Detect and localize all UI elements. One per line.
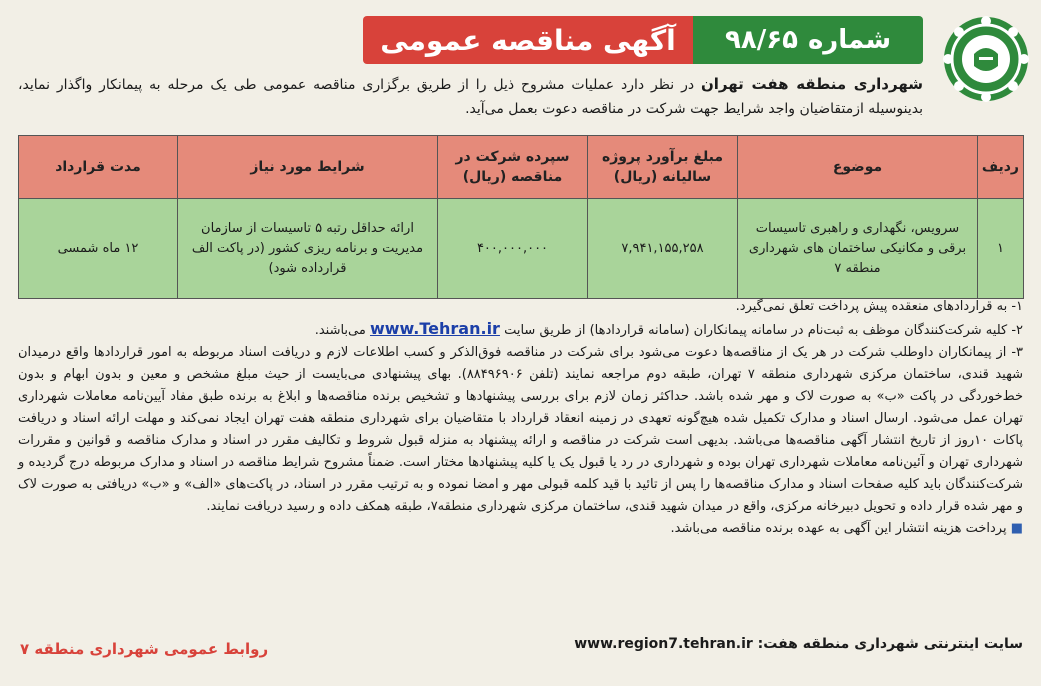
header-deposit: سپرده شرکت در مناقصه (ریال) xyxy=(438,136,588,199)
cell-duration: ۱۲ ماه شمسی xyxy=(19,199,178,299)
term-3: ۳- از پیمانکاران داوطلب شرکت در هر یک از مناقصه‌ها دعوت می‌شود برای شرکت در مناقصه فوق‌الذکر و کسب اطلاعات لازم و دریافت اسناد مربوطه به امور قراردادها واقع درمیدان شهید قندی، ساختمان مرکزی شهرداری منطقه ۷ تهران، طبقه دوم مراجعه نمایند (تلفن ۸۸۴۹۶۹۰۶). بهای پیشنهادی می‌بایست از حیث مبلغ مشخص و معین و بدون ابهام و بدون خط‌خوردگی در پاکت «ب» به صورت لاک و مهر شده باشد. حداکثر زمان لازم برای بررسی پیشنهادها و تشخیص برنده مناقصه‌ها و ابلاغ به برنده طبق مفاد آیین‌نامه معاملات شهرداری تهران عمل می‌شود. ارسال اسناد و مدارک تکمیل شده هیچ‌گونه تعهدی در زمینه انعقاد قرارداد با متقاضیان برای شهرداری منطقه هفت تهران ایجاد نمی‌کند و مهلت ارائه اسناد و دریافت پاکات ۱۰روز از تاریخ انتشار آگهی مناقصه‌ها می‌باشد. بدیهی است شرکت در مناقصه و ارائه پیشنهاد به منزله قبول شروط و تکالیف مقرر در اسناد و مدارک مناقصه و قوانین و مقررات شهرداری تهران و آئین‌نامه معاملات شهرداری تهران بوده و شهرداری در رد یا قبول یک یا کلیه پیشنهادها مختار است. ضمناً مشروح شرایط مناقصه در اسناد و مدارک مربوطه درج گردیده و شرکت‌کنندگان باید کلیه صفحات اسناد و مدارک مناقصه‌ها را پس از تائید با قید کلمه قبولی مهر و امضا نموده و به ترتیب مقرر در اسناد، در پاکت‌های «الف» و «ب» دریافتی به صورت لاک و مهر شده قرار داده و تحویل دبیرخانه مرکزی، واقع در میدان شهید قندی، ساختمان مرکزی شهرداری منطقه۷، طبقه همکف داده و رسید دریافت نمایند. xyxy=(18,345,1023,514)
intro-text: در نظر دارد عملیات مشروح ذیل را از طریق برگزاری مناقصه عمومی طی یک مرحله به پیمانکار واگذار نماید، بدینوسیله ازمتقاضیان واجد شرایط جهت شرکت در مناقصه دعوت بعمل می‌آید. xyxy=(18,77,923,117)
header-conditions: شرایط مورد نیاز xyxy=(178,136,438,199)
header-estimate: مبلغ برآورد پروژه سالیانه (ریال) xyxy=(588,136,738,199)
public-relations-brand: روابط عمومی شهرداری منطقه ۷ xyxy=(20,640,269,658)
notice-number xyxy=(693,16,923,64)
table-header-row xyxy=(19,136,1024,199)
notice-number-label: شماره xyxy=(807,25,892,55)
publication-note-text: پرداخت هزینه انتشار این آگهی به عهده برنده مناقصه می‌باشد. xyxy=(670,521,1007,536)
publication-note xyxy=(18,518,1023,540)
term-2-after: می‌باشند. xyxy=(314,323,370,338)
term-2-before: ۲- کلیه شرکت‌کنندگان موظف به ثبت‌نام در سامانه پیمانکاران (سامانه قراردادها) از طریق سایت xyxy=(499,323,1023,338)
title-banner xyxy=(363,16,923,64)
notice-number-value: ۹۸/۶۵ xyxy=(724,25,798,55)
notice-title: آگهی مناقصه عمومی xyxy=(363,16,693,64)
tehran-municipality-logo-icon xyxy=(941,14,1031,104)
term-1: ۱- به قراردادهای منعقده پیش پرداخت تعلق نمی‌گیرد. xyxy=(735,299,1023,314)
terms-section xyxy=(18,296,1023,540)
header-duration: مدت قرارداد xyxy=(19,136,178,199)
footer-website xyxy=(243,636,1023,652)
cell-estimate: ۷,۹۴۱,۱۵۵,۲۵۸ xyxy=(588,199,738,299)
table-row xyxy=(19,199,1024,299)
term-2 xyxy=(18,318,1023,342)
header-subject: موضوع xyxy=(738,136,978,199)
tender-table xyxy=(18,135,1024,299)
header-row-number: ردیف xyxy=(978,136,1024,199)
organization-name: شهرداری منطقه هفت تهران xyxy=(700,75,923,93)
square-bullet-icon: ■ xyxy=(1010,521,1023,536)
region7-site-link[interactable]: www.region7.tehran.ir xyxy=(574,636,753,652)
cell-subject: سرویس، نگهداری و راهبری تاسیسات برقی و مکانیکی ساختمان های شهرداری منطقه ۷ xyxy=(738,199,978,299)
intro-paragraph xyxy=(18,72,923,121)
cell-row-number: ۱ xyxy=(978,199,1024,299)
footer-site-label: سایت اینترنتی شهرداری منطقه هفت: xyxy=(752,636,1023,652)
cell-deposit: ۴۰۰,۰۰۰,۰۰۰ xyxy=(438,199,588,299)
tehran-site-link[interactable]: www.Tehran.ir xyxy=(369,319,500,338)
cell-conditions: ارائه حداقل رتبه ۵ تاسیسات از سازمان مدیریت و برنامه ریزی کشور (در پاکت الف قرارداده شود) xyxy=(178,199,438,299)
